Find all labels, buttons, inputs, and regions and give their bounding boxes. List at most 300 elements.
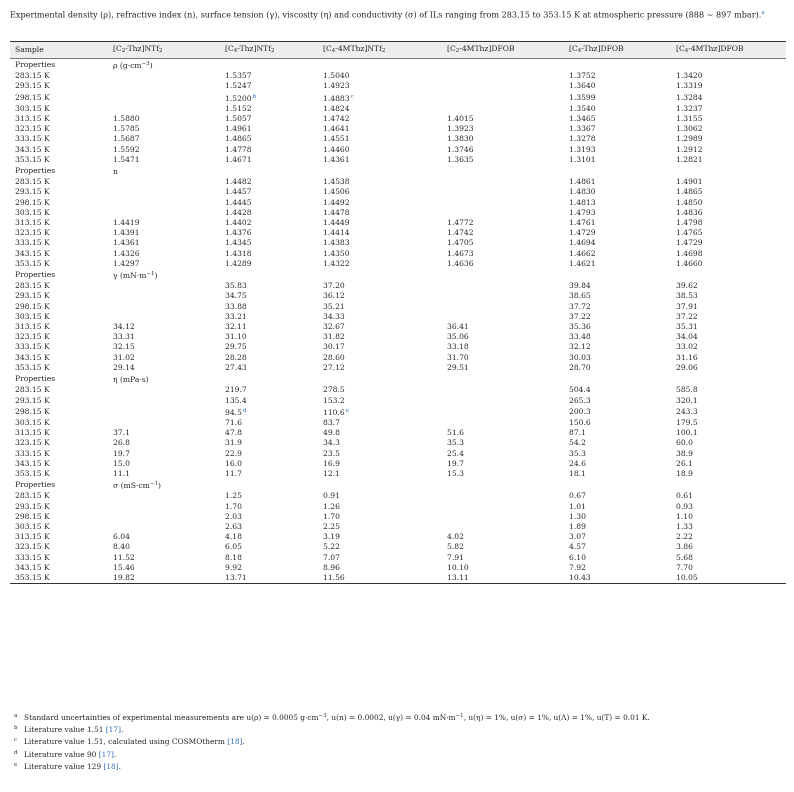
cell-value: 87.1 xyxy=(569,428,586,438)
cell-value: 1.4449 xyxy=(323,218,350,228)
value-cell xyxy=(225,198,323,208)
cell-value: 30.03 xyxy=(569,352,591,362)
value-cell xyxy=(323,512,447,522)
value-cell xyxy=(676,428,786,438)
cell-value: 1.4729 xyxy=(569,228,596,238)
cell-value: 8.40 xyxy=(113,542,130,552)
table-row xyxy=(10,228,786,238)
value-cell xyxy=(113,145,225,155)
value-cell xyxy=(447,522,569,532)
cell-value: 1.2989 xyxy=(676,134,703,144)
temperature-cell: 283.15 K xyxy=(15,491,50,501)
value-cell xyxy=(447,238,569,248)
value-cell xyxy=(676,385,786,395)
footnote-mark[interactable]: d xyxy=(242,407,247,414)
cell-value: 3.86 xyxy=(676,542,693,552)
value-cell xyxy=(676,134,786,144)
value-cell xyxy=(113,259,225,269)
cell-value: 19.7 xyxy=(113,448,130,458)
value-cell xyxy=(323,491,447,501)
cell-value: 25.4 xyxy=(447,448,464,458)
cell-value: 9.92 xyxy=(225,562,242,572)
cell-value: 18.1 xyxy=(569,468,586,478)
cell-value: 54.2 xyxy=(569,438,586,448)
caption-text: Experimental density (ρ), refractive index (n), surface tension (γ), viscosity (η) and conductivity (σ) of ILs ranging from 283.15 to 353.15 K at atmospheric pressure (888 ~ 897 mbar). xyxy=(10,9,762,20)
cell-value: 1.2912 xyxy=(676,144,703,154)
cell-value: 1.5592 xyxy=(113,144,140,154)
value-cell xyxy=(447,459,569,469)
value-cell xyxy=(447,134,569,144)
value-cell xyxy=(225,322,323,332)
cell-value: 1.5247 xyxy=(225,81,252,91)
cell-value: 1.5471 xyxy=(113,154,140,164)
cell-value: 1.3746 xyxy=(447,144,474,154)
value-cell xyxy=(225,342,323,352)
value-cell xyxy=(323,198,447,208)
cell-value: 1.4350 xyxy=(323,248,350,258)
temperature-cell: 343.15 K xyxy=(15,144,50,154)
footnote-text: . xyxy=(113,749,117,759)
value-cell xyxy=(569,353,676,363)
value-cell xyxy=(113,459,225,469)
cell-value: 11.1 xyxy=(113,468,130,478)
value-cell xyxy=(447,532,569,542)
cell-value: 1.30 xyxy=(569,511,586,521)
property-label: Properties xyxy=(15,374,56,384)
table-row xyxy=(10,114,786,124)
value-cell xyxy=(447,563,569,573)
cell-value: 18.9 xyxy=(676,468,693,478)
value-cell xyxy=(676,342,786,352)
value-cell xyxy=(569,114,676,124)
value-cell xyxy=(569,208,676,218)
cell-value: 33.88 xyxy=(225,301,247,311)
empty-cell xyxy=(447,373,569,385)
value-cell xyxy=(323,459,447,469)
table-row xyxy=(10,238,786,248)
cell-value: 1.4326 xyxy=(113,248,140,258)
value-cell xyxy=(113,353,225,363)
cell-value: 37.22 xyxy=(569,311,591,321)
value-cell xyxy=(323,363,447,373)
cell-value: 1.70 xyxy=(225,501,242,511)
property-unit-close: ) xyxy=(154,271,158,281)
cell-value: 7.07 xyxy=(323,552,340,562)
value-cell xyxy=(113,155,225,165)
property-unit-exponent: −1 xyxy=(149,481,158,488)
value-cell xyxy=(323,322,447,332)
value-cell xyxy=(569,532,676,542)
value-cell xyxy=(323,259,447,269)
header-sample: Sample xyxy=(10,42,113,59)
cell-value: 1.4538 xyxy=(323,177,350,187)
cell-value: 1.4482 xyxy=(225,177,252,187)
cell-value: 29.14 xyxy=(113,362,135,372)
temperature-cell: 293.15 K xyxy=(15,501,50,511)
value-cell xyxy=(676,491,786,501)
cell-value: 0.61 xyxy=(676,491,693,501)
value-cell xyxy=(113,532,225,542)
value-cell xyxy=(225,81,323,91)
cell-value: 11.56 xyxy=(323,572,345,582)
footnote-mark[interactable]: e xyxy=(345,407,350,414)
footnote-letter: c xyxy=(14,737,18,744)
cell-value: 1.89 xyxy=(569,521,586,531)
footnote-mark[interactable]: c xyxy=(350,93,354,100)
header-column xyxy=(447,42,569,59)
value-cell xyxy=(323,155,447,165)
value-cell xyxy=(113,208,225,218)
cell-value: 0.93 xyxy=(676,501,693,511)
temperature-cell: 353.15 K xyxy=(15,154,50,164)
reference-link[interactable]: [17] xyxy=(98,749,114,759)
cell-value: 6.05 xyxy=(225,542,242,552)
property-symbol: η (mPa·s) xyxy=(113,375,149,385)
value-cell xyxy=(113,177,225,187)
cell-value: 1.3635 xyxy=(447,154,474,164)
cell-value: 1.3367 xyxy=(569,124,596,134)
reference-link[interactable]: [18] xyxy=(103,761,119,771)
value-cell xyxy=(569,542,676,552)
value-cell xyxy=(676,573,786,584)
cell-value: 135.4 xyxy=(225,395,247,405)
value-cell xyxy=(113,428,225,438)
empty-cell xyxy=(323,479,447,491)
header-subscript: 4 xyxy=(577,48,582,54)
value-cell xyxy=(569,312,676,322)
cell-value: 31.9 xyxy=(225,438,242,448)
value-cell xyxy=(225,281,323,291)
value-cell xyxy=(225,363,323,373)
cell-value: 1.4673 xyxy=(447,248,474,258)
temperature-cell: 313.15 K xyxy=(15,428,50,438)
value-cell xyxy=(225,302,323,312)
value-cell xyxy=(323,418,447,428)
value-cell xyxy=(569,71,676,81)
value-cell xyxy=(676,198,786,208)
empty-cell xyxy=(323,59,447,72)
empty-cell xyxy=(225,59,323,72)
property-symbol: σ (mS·cm xyxy=(113,481,150,491)
value-cell xyxy=(323,92,447,104)
value-cell xyxy=(676,238,786,248)
table-row xyxy=(10,218,786,228)
value-cell xyxy=(447,312,569,322)
value-cell xyxy=(113,438,225,448)
value-cell xyxy=(323,553,447,563)
table-row xyxy=(10,302,786,312)
cell-value: 32.15 xyxy=(113,342,135,352)
value-cell xyxy=(569,302,676,312)
table-row xyxy=(10,563,786,573)
value-cell xyxy=(113,114,225,124)
header-name-part: [C xyxy=(676,44,685,53)
table-row xyxy=(10,502,786,512)
cell-value: 83.7 xyxy=(323,417,340,427)
cell-value: 49.8 xyxy=(323,428,340,438)
value-cell xyxy=(569,81,676,91)
footnote-mark[interactable]: b xyxy=(252,93,257,100)
cell-value: 1.4376 xyxy=(225,228,252,238)
cell-value: 504.4 xyxy=(569,385,591,395)
table-row xyxy=(10,491,786,501)
cell-value: 1.4836 xyxy=(676,207,703,217)
cell-value: 1.3319 xyxy=(676,81,703,91)
value-cell xyxy=(447,469,569,479)
value-cell xyxy=(447,81,569,91)
cell-value: 2.03 xyxy=(225,511,242,521)
cell-value: 35.06 xyxy=(447,332,469,342)
cell-value: 31.10 xyxy=(225,332,247,342)
cell-value: 13.71 xyxy=(225,572,247,582)
unit-exponent: −3 xyxy=(318,713,327,719)
temperature-cell: 323.15 K xyxy=(15,124,50,134)
cell-value: 31.70 xyxy=(447,352,469,362)
value-cell xyxy=(676,81,786,91)
cell-value: 33.02 xyxy=(676,342,698,352)
reference-link[interactable]: [18] xyxy=(227,737,243,747)
cell-value: 200.3 xyxy=(569,406,591,416)
value-cell xyxy=(447,449,569,459)
empty-cell xyxy=(676,165,786,177)
temperature-cell: 333.15 K xyxy=(15,134,50,144)
cell-value: 1.4641 xyxy=(323,124,350,134)
value-cell xyxy=(113,542,225,552)
value-cell xyxy=(569,198,676,208)
value-cell xyxy=(225,563,323,573)
temperature-cell: 298.15 K xyxy=(15,197,50,207)
header-name-part: [C xyxy=(447,44,456,53)
cell-value: 1.33 xyxy=(676,521,693,531)
value-cell xyxy=(225,104,323,114)
empty-cell xyxy=(225,269,323,281)
value-cell xyxy=(323,438,447,448)
temperature-cell: 303.15 K xyxy=(15,103,50,113)
value-cell xyxy=(676,469,786,479)
cell-value: 1.3540 xyxy=(569,103,596,113)
empty-cell xyxy=(569,373,676,385)
table-row xyxy=(10,363,786,373)
value-cell xyxy=(447,145,569,155)
cell-value: 27.43 xyxy=(225,362,247,372)
value-cell xyxy=(676,512,786,522)
property-row xyxy=(10,59,786,72)
value-cell xyxy=(569,449,676,459)
value-cell xyxy=(323,385,447,395)
value-cell xyxy=(323,428,447,438)
cell-value: 1.4636 xyxy=(447,258,474,268)
value-cell xyxy=(569,469,676,479)
header-subscript: 4 xyxy=(331,48,336,54)
table-row xyxy=(10,342,786,352)
table-row xyxy=(10,385,786,395)
value-cell xyxy=(676,459,786,469)
value-cell xyxy=(569,322,676,332)
cell-value: 7.92 xyxy=(569,562,586,572)
cell-value: 1.4698 xyxy=(676,248,703,258)
value-cell xyxy=(323,302,447,312)
value-cell xyxy=(676,208,786,218)
reference-link[interactable]: [17] xyxy=(105,725,121,735)
cell-value: 38.9 xyxy=(676,448,693,458)
cell-value: 10.10 xyxy=(447,562,469,572)
property-symbol: γ (mN·m xyxy=(113,271,147,281)
cell-value: 1.4297 xyxy=(113,258,140,268)
temperature-cell: 298.15 K xyxy=(15,301,50,311)
value-cell xyxy=(676,406,786,418)
footnote-text: . xyxy=(118,761,121,771)
value-cell xyxy=(447,198,569,208)
value-cell xyxy=(569,281,676,291)
value-cell xyxy=(113,553,225,563)
cell-value: 1.3752 xyxy=(569,71,596,81)
property-label: Properties xyxy=(15,166,56,176)
empty-cell xyxy=(447,479,569,491)
value-cell xyxy=(447,71,569,81)
cell-value: 1.70 xyxy=(323,511,340,521)
value-cell xyxy=(323,522,447,532)
value-cell xyxy=(323,449,447,459)
value-cell xyxy=(225,428,323,438)
value-cell xyxy=(676,218,786,228)
value-cell xyxy=(225,542,323,552)
table-row xyxy=(10,438,786,448)
footnotes xyxy=(14,711,786,772)
value-cell xyxy=(447,291,569,301)
header-column xyxy=(569,42,676,59)
value-cell xyxy=(225,228,323,238)
temperature-cell: 313.15 K xyxy=(15,322,50,332)
value-cell xyxy=(447,332,569,342)
value-cell xyxy=(323,563,447,573)
value-cell xyxy=(676,114,786,124)
table-row xyxy=(10,522,786,532)
table-row xyxy=(10,104,786,114)
value-cell xyxy=(323,238,447,248)
cell-value: 1.5200 xyxy=(225,93,252,103)
header-column xyxy=(676,42,786,59)
header-name-part: -Thz]NTf xyxy=(125,44,160,53)
cell-value: 1.4506 xyxy=(323,187,350,197)
temperature-cell: 353.15 K xyxy=(15,258,50,268)
temperature-cell: 283.15 K xyxy=(15,71,50,81)
value-cell xyxy=(676,553,786,563)
header-row xyxy=(10,42,786,59)
caption-footnote-mark[interactable]: a xyxy=(761,10,765,16)
table-row xyxy=(10,532,786,542)
value-cell xyxy=(447,322,569,332)
empty-cell xyxy=(447,269,569,281)
value-cell xyxy=(113,81,225,91)
cell-value: 4.57 xyxy=(569,542,586,552)
property-name xyxy=(113,479,225,491)
header-subscript: 2 xyxy=(271,48,275,54)
value-cell xyxy=(225,385,323,395)
value-cell xyxy=(323,312,447,322)
value-cell xyxy=(447,502,569,512)
cell-value: 1.4551 xyxy=(323,134,350,144)
value-cell xyxy=(225,512,323,522)
value-cell xyxy=(676,291,786,301)
cell-value: 1.4865 xyxy=(676,187,703,197)
cell-value: 1.4742 xyxy=(447,228,474,238)
value-cell xyxy=(225,124,323,134)
value-cell xyxy=(323,81,447,91)
value-cell xyxy=(323,502,447,512)
value-cell xyxy=(676,502,786,512)
cell-value: 1.4861 xyxy=(569,177,596,187)
temperature-cell: 303.15 K xyxy=(15,521,50,531)
property-row xyxy=(10,269,786,281)
value-cell xyxy=(225,532,323,542)
footnote-letter: b xyxy=(14,725,18,732)
temperature-cell: 313.15 K xyxy=(15,218,50,228)
value-cell xyxy=(225,353,323,363)
table-row xyxy=(10,187,786,197)
cell-value: 1.4961 xyxy=(225,124,252,134)
value-cell xyxy=(225,155,323,165)
cell-value: 29.75 xyxy=(225,342,247,352)
value-cell xyxy=(323,396,447,406)
cell-value: 32.67 xyxy=(323,322,345,332)
cell-value: 35.36 xyxy=(569,322,591,332)
table-row xyxy=(10,459,786,469)
table-caption xyxy=(10,7,786,22)
cell-value: 0.91 xyxy=(323,491,340,501)
value-cell xyxy=(676,302,786,312)
cell-value: 28.60 xyxy=(323,352,345,362)
value-cell xyxy=(676,155,786,165)
value-cell xyxy=(323,281,447,291)
value-cell xyxy=(225,553,323,563)
cell-value: 1.4361 xyxy=(323,154,350,164)
cell-value: 7.91 xyxy=(447,552,464,562)
table-row xyxy=(10,469,786,479)
table-row xyxy=(10,81,786,91)
property-unit-exponent: −1 xyxy=(146,271,155,278)
value-cell xyxy=(113,502,225,512)
empty-cell xyxy=(447,165,569,177)
cell-value: 1.4289 xyxy=(225,258,252,268)
cell-value: 1.01 xyxy=(569,501,586,511)
value-cell xyxy=(447,342,569,352)
temperature-cell: 343.15 K xyxy=(15,562,50,572)
value-cell xyxy=(323,134,447,144)
value-cell xyxy=(676,542,786,552)
value-cell xyxy=(569,563,676,573)
value-cell xyxy=(447,281,569,291)
temperature-cell: 323.15 K xyxy=(15,542,50,552)
cell-value: 100.1 xyxy=(676,428,698,438)
value-cell xyxy=(323,291,447,301)
property-label: Properties xyxy=(15,60,56,69)
empty-cell xyxy=(569,165,676,177)
value-cell xyxy=(323,104,447,114)
value-cell xyxy=(447,92,569,104)
value-cell xyxy=(225,114,323,124)
cell-value: 1.3101 xyxy=(569,154,596,164)
header-subscript: 2 xyxy=(455,48,460,54)
temperature-cell: 333.15 K xyxy=(15,448,50,458)
cell-value: 1.5040 xyxy=(323,71,350,81)
value-cell xyxy=(225,145,323,155)
value-cell xyxy=(676,563,786,573)
value-cell xyxy=(447,353,569,363)
table-row xyxy=(10,553,786,563)
value-cell xyxy=(225,491,323,501)
value-cell xyxy=(113,573,225,584)
cell-value: 1.4865 xyxy=(225,134,252,144)
